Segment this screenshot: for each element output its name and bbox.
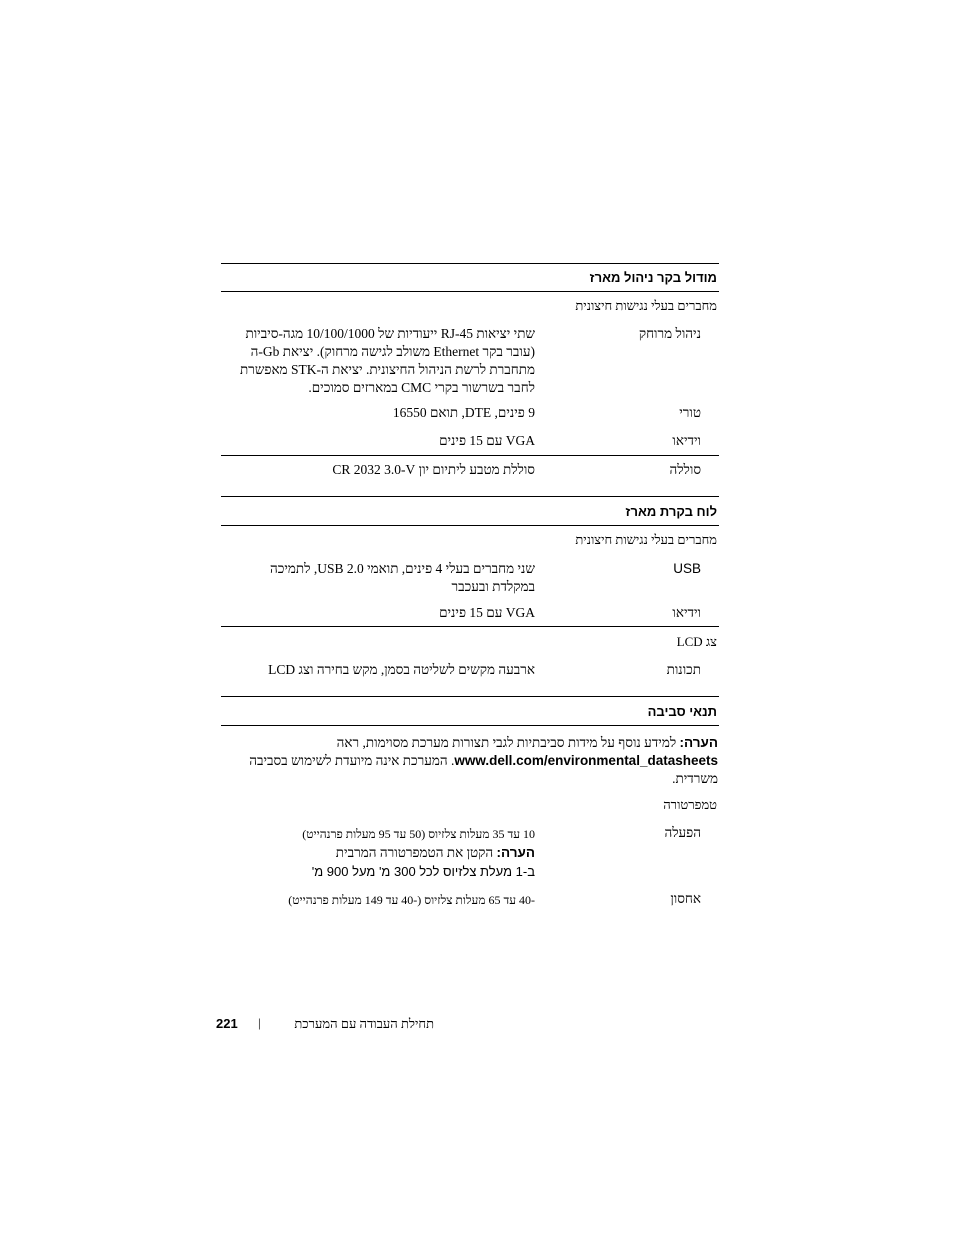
row-value-battery: סוללת מטבע ליתיום יון CR 2032 3.0-V <box>332 462 535 477</box>
operating-note-label: הערה: <box>496 845 535 860</box>
row-value-operating: 10 עד 35 מעלות צלזיוס (50 עד 95 מעלות פרנהייט) <box>302 827 535 841</box>
heading-rule <box>221 725 719 726</box>
row-label-video: וידיאו <box>672 433 701 448</box>
row-value-serial: 9 פינים, DTE, תואם 16550 <box>392 405 535 420</box>
row-value-video: VGA עם 15 פינים <box>439 605 535 620</box>
note-label: הערה: <box>679 735 718 750</box>
lcd-heading: צג LCD <box>676 634 717 649</box>
page-number: 221 <box>216 1016 238 1031</box>
rule-control-panel <box>221 496 719 497</box>
row-label-usb: USB <box>673 561 701 576</box>
row-value-usb: שני מחברים בעלי 4 פינים, תואמי USB 2.0, לתמיכה במקלדת ובעכבר <box>269 561 535 594</box>
section-heading-mgmt-module: מודול בקר ניהול מארז <box>589 270 717 285</box>
row-value-remote-mgmt: שתי יציאות RJ-45 ייעודיות של 10/100/1000 מגה-סיביות (עובר בקר Ethernet משולב לגישה מרחוק). יציאת Gb-ה מתחברת לרשת הניהול החיצונית. יציאת ה-STK מאפשרת לחבר בשרשור בקרי CMC במארזים סמוכים. <box>239 326 535 395</box>
row-value-features: ארבעה מקשים לשליטה בסמן, מקש בחירה וצג LCD <box>268 662 535 677</box>
row-label-features: תכונות <box>666 662 701 677</box>
operating-note-text: הקטן את הטמפרטורה המרבית <box>335 845 494 860</box>
rule-battery <box>221 455 719 456</box>
note-text-2: . המערכת אינה מיועדת לשימוש בסביבה משרדית. <box>249 753 718 786</box>
external-connectors-label: מחברים בעלי נגישות חיצונית <box>575 298 717 313</box>
rule-environment <box>221 696 719 697</box>
section-heading-environment: תנאי סביבה <box>647 704 717 719</box>
operating-note-line1 <box>336 845 535 861</box>
footer-separator: | <box>258 1015 261 1030</box>
footer-title: תחילת העבודה עם המערכת <box>294 1016 434 1031</box>
heading-rule <box>221 291 719 292</box>
row-label-video: וידיאו <box>672 605 701 620</box>
section-heading-control-panel: לוח בקרת מארז <box>625 504 717 519</box>
top-rule <box>221 263 719 264</box>
row-value-storage: -40 עד 65 מעלות צלזיוס (-40 עד 149 מעלות פרנהייט) <box>288 893 535 907</box>
row-label-battery: סוללה <box>669 462 701 477</box>
environment-note <box>238 734 718 788</box>
row-label-remote-mgmt: ניהול מרוחק <box>638 326 701 341</box>
row-label-serial: טורי <box>679 405 701 420</box>
external-connectors-label: מחברים בעלי נגישות חיצונית <box>575 532 717 547</box>
heading-rule <box>221 525 719 526</box>
operating-note-line2: ב-1 מעלת צלזיוס לכל 300 מ' מעל 900 מ' <box>311 864 535 879</box>
datasheets-link[interactable]: www.dell.com/environmental_datasheets <box>454 753 718 768</box>
rule-lcd <box>221 626 719 627</box>
note-text: למידע נוסף על מידות סביבתיות לגבי תצורות מערכת מסוימות, ראה <box>336 735 677 750</box>
temperature-label: טמפרטורה <box>663 797 717 812</box>
row-value-video: VGA עם 15 פינים <box>439 433 535 448</box>
row-label-storage: אחסון <box>670 891 701 906</box>
row-label-operating: הפעלה <box>664 825 701 840</box>
